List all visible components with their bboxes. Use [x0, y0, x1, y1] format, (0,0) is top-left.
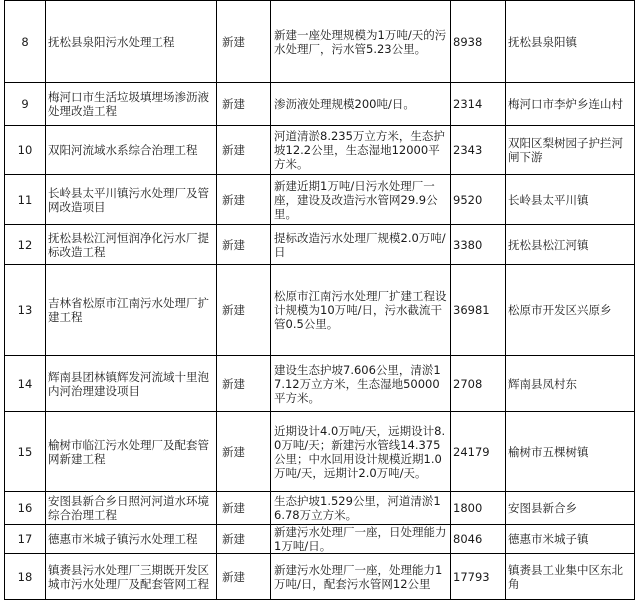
project-table [4, 0, 635, 600]
project-name: 双阳河流域水系综合治理工程 [46, 126, 217, 175]
project-description: 新建污水处理厂一座，日处理能力1万吨/日。 [271, 525, 451, 554]
project-name: 吉林省松原市江南污水处理厂扩建工程 [46, 265, 217, 356]
construction-type: 新建 [217, 554, 271, 600]
project-description: 提标改造污水处理厂规模2.0万吨/日 [271, 225, 451, 265]
table-row [5, 126, 635, 175]
project-name: 梅河口市生活垃圾填埋场渗沥液处理改造工程 [46, 83, 217, 126]
project-location: 辉南县凤村东 [506, 356, 635, 412]
project-location: 安图县新合乡 [506, 492, 635, 525]
construction-type: 新建 [217, 225, 271, 265]
construction-type: 新建 [217, 265, 271, 356]
table-row [5, 175, 635, 225]
table-row [5, 412, 635, 492]
project-name: 镇赉县污水处理厂三期既开发区城市污水处理厂及配套管网工程 [46, 554, 217, 600]
investment-amount: 24179 [451, 412, 506, 492]
row-number: 10 [5, 126, 46, 175]
investment-amount: 36981 [451, 265, 506, 356]
table-row [5, 525, 635, 554]
row-number: 9 [5, 83, 46, 126]
project-location: 榆树市五棵树镇 [506, 412, 635, 492]
row-number: 17 [5, 525, 46, 554]
project-description: 新建一座处理规模为1万吨/天的污水处理厂，污水管5.23公里。 [271, 1, 451, 83]
project-name: 抚松县松江河恒润净化污水厂提标改造工程 [46, 225, 217, 265]
investment-amount: 9520 [451, 175, 506, 225]
table-row [5, 265, 635, 356]
row-number: 15 [5, 412, 46, 492]
project-location: 抚松县松江河镇 [506, 225, 635, 265]
investment-amount: 1800 [451, 492, 506, 525]
investment-amount: 8046 [451, 525, 506, 554]
investment-amount: 2343 [451, 126, 506, 175]
project-name: 抚松县泉阳污水处理工程 [46, 1, 217, 83]
table-row [5, 492, 635, 525]
table-row [5, 225, 635, 265]
table-row [5, 83, 635, 126]
construction-type: 新建 [217, 175, 271, 225]
construction-type: 新建 [217, 525, 271, 554]
project-description: 松原市江南污水处理厂扩建工程设计规模为10万吨/日，污水截流干管0.5公里。 [271, 265, 451, 356]
construction-type: 新建 [217, 492, 271, 525]
project-location: 双阳区梨树园子护拦河闸下游 [506, 126, 635, 175]
project-description: 渗沥液处理规模200吨/日。 [271, 83, 451, 126]
project-location: 长岭县太平川镇 [506, 175, 635, 225]
table-row [5, 1, 635, 83]
project-location: 德惠市米城子镇 [506, 525, 635, 554]
investment-amount: 8938 [451, 1, 506, 83]
row-number: 16 [5, 492, 46, 525]
row-number: 18 [5, 554, 46, 600]
investment-amount: 17793 [451, 554, 506, 600]
construction-type: 新建 [217, 412, 271, 492]
project-description: 新建污水处理厂一座，处理能力1万吨/日，配套污水管网12公里 [271, 554, 451, 600]
project-name: 安图县新合乡日照河河道水环境综合治理工程 [46, 492, 217, 525]
project-description: 生态护坡1.529公里，河道清淤16.78万立方米。 [271, 492, 451, 525]
construction-type: 新建 [217, 356, 271, 412]
project-name: 德惠市米城子镇污水处理工程 [46, 525, 217, 554]
construction-type: 新建 [217, 1, 271, 83]
project-description: 建设生态护坡7.606公里，清淤17.12万立方米，生态湿地50000平方米。 [271, 356, 451, 412]
row-number: 8 [5, 1, 46, 83]
table-row [5, 554, 635, 600]
investment-amount: 2314 [451, 83, 506, 126]
project-location: 梅河口市李炉乡连山村 [506, 83, 635, 126]
row-number: 14 [5, 356, 46, 412]
row-number: 11 [5, 175, 46, 225]
project-name: 辉南县团林镇辉发河流域十里泡内河治理建设项目 [46, 356, 217, 412]
table-row [5, 356, 635, 412]
row-number: 12 [5, 225, 46, 265]
project-name: 长岭县太平川镇污水处理厂及管网改造项目 [46, 175, 217, 225]
construction-type: 新建 [217, 83, 271, 126]
project-description: 近期设计4.0万吨/天，远期设计8.0万吨/天；新建污水管线14.375公里；中水回用设计规模近期1.0万吨/天，远期计2.0万吨/天。 [271, 412, 451, 492]
investment-amount: 2708 [451, 356, 506, 412]
project-description: 新建近期1万吨/日污水处理厂一座，建设及改造污水管网29.9公里。 [271, 175, 451, 225]
project-location: 镇赉县工业集中区东北角 [506, 554, 635, 600]
project-description: 河道清淤8.235万立方米，生态护坡12.2公里，生态湿地12000平方米。 [271, 126, 451, 175]
project-location: 松原市开发区兴原乡 [506, 265, 635, 356]
investment-amount: 3380 [451, 225, 506, 265]
construction-type: 新建 [217, 126, 271, 175]
project-name: 榆树市临江污水处理厂及配套管网新建工程 [46, 412, 217, 492]
project-location: 抚松县泉阳镇 [506, 1, 635, 83]
row-number: 13 [5, 265, 46, 356]
